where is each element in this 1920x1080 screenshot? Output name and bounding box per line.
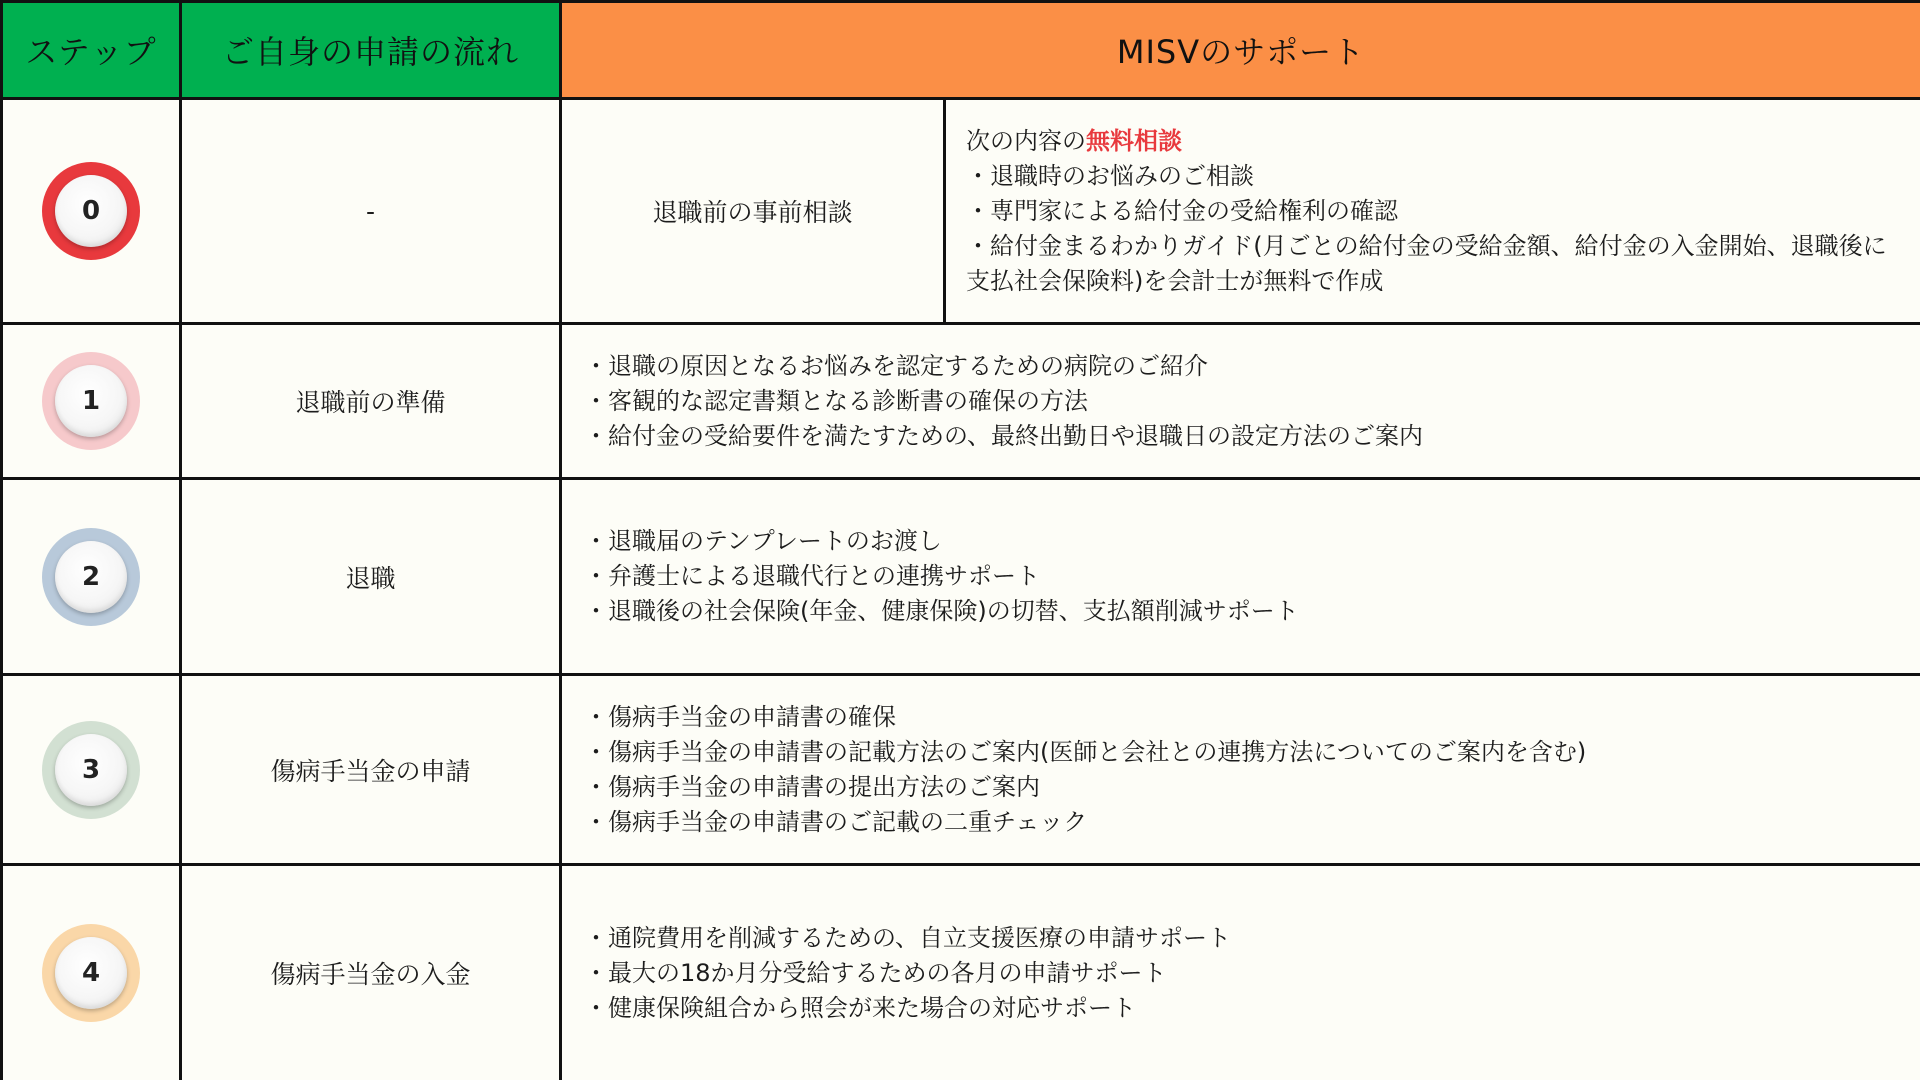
flow-cell: 退職 bbox=[181, 479, 561, 675]
step-badge bbox=[42, 721, 140, 819]
step-badge bbox=[42, 162, 140, 260]
support-intro-text: 次の内容の bbox=[966, 126, 1086, 155]
header-flow: ご自身の申請の流れ bbox=[181, 2, 561, 99]
step-badge bbox=[42, 352, 140, 450]
support-item: ・最大の18か月分受給するための各月の申請サポート bbox=[584, 958, 1167, 987]
support-cell bbox=[561, 865, 1920, 1080]
support-item: ・給付金の受給要件を満たすための、最終出勤日や退職日の設定方法のご案内 bbox=[584, 421, 1424, 450]
support-intro bbox=[966, 124, 1904, 159]
step-cell bbox=[2, 675, 181, 865]
support-item: ・退職届のテンプレートのお渡し bbox=[584, 527, 942, 555]
support-item: ・専門家による給付金の受給権利の確認 bbox=[966, 196, 1398, 225]
support-cell bbox=[561, 479, 1920, 675]
step-cell bbox=[2, 324, 181, 479]
support-item: ・弁護士による退職代行との連携サポート bbox=[584, 562, 1040, 590]
header-step: ステップ bbox=[2, 2, 181, 99]
pre-consultation-label: 退職前の事前相談 bbox=[561, 99, 945, 324]
support-item: ・給付金まるわかりガイド(月ごとの給付金の受給金額、給付金の入金開始、退職後に支払社会保険料)を会計士が無料で作成 bbox=[966, 231, 1887, 295]
free-consultation-highlight: 無料相談 bbox=[1086, 126, 1182, 155]
support-item: ・退職時のお悩みのご相談 bbox=[966, 161, 1254, 190]
support-item: ・客観的な認定書類となる診断書の確保の方法 bbox=[584, 386, 1088, 415]
support-item: ・傷病手当金の申請書のご記載の二重チェック bbox=[584, 807, 1088, 836]
support-cell bbox=[561, 675, 1920, 865]
flow-cell: - bbox=[181, 99, 561, 324]
flow-cell: 退職前の準備 bbox=[181, 324, 561, 479]
step-number: 1 bbox=[55, 365, 127, 437]
support-item: ・通院費用を削減するための、自立支援医療の申請サポート bbox=[584, 923, 1232, 952]
table-row-step-3 bbox=[2, 675, 1920, 865]
step-badge bbox=[42, 528, 140, 626]
support-item: ・退職の原因となるお悩みを認定するための病院のご紹介 bbox=[584, 351, 1208, 380]
flow-cell: 傷病手当金の入金 bbox=[181, 865, 561, 1080]
step-cell bbox=[2, 479, 181, 675]
support-item: ・傷病手当金の申請書の確保 bbox=[584, 702, 896, 731]
table-row-step-0 bbox=[2, 99, 1920, 324]
header-support: MISVのサポート bbox=[561, 2, 1920, 99]
table-row-step-1 bbox=[2, 324, 1920, 479]
step-number: 4 bbox=[55, 937, 127, 1009]
header-row bbox=[2, 2, 1920, 99]
flow-cell: 傷病手当金の申請 bbox=[181, 675, 561, 865]
step-number: 0 bbox=[55, 175, 127, 247]
table-row-step-2 bbox=[2, 479, 1920, 675]
support-item: ・健康保険組合から照会が来た場合の対応サポート bbox=[584, 993, 1136, 1022]
step-cell bbox=[2, 865, 181, 1080]
support-item: ・傷病手当金の申請書の提出方法のご案内 bbox=[584, 772, 1040, 801]
support-item: ・傷病手当金の申請書の記載方法のご案内(医師と会社との連携方法についてのご案内を含む) bbox=[584, 737, 1587, 766]
support-cell bbox=[561, 324, 1920, 479]
table-row-step-4 bbox=[2, 865, 1920, 1080]
step-badge bbox=[42, 924, 140, 1022]
support-item: ・退職後の社会保険(年金、健康保険)の切替、支払額削減サポート bbox=[584, 597, 1299, 625]
step-cell bbox=[2, 99, 181, 324]
step-number: 3 bbox=[55, 734, 127, 806]
step-number: 2 bbox=[55, 541, 127, 613]
support-cell bbox=[945, 99, 1920, 324]
